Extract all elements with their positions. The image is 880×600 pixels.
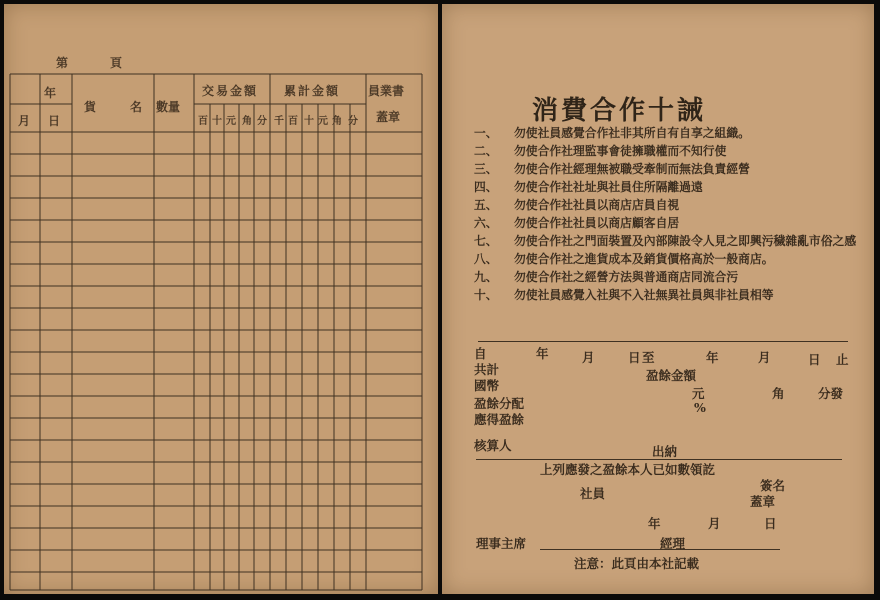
total-label: 共計 <box>474 362 500 377</box>
divider <box>540 549 780 550</box>
col-day: 日 <box>48 114 61 128</box>
surplus-amount-label: 盈餘金額 <box>646 368 697 383</box>
precept-item: 九、 勿使合作社之經營方法與普通商店同流合污 <box>474 270 739 284</box>
precept-item: 八、 勿使合作社之進貨成本及銷貨價格高於一般商店。 <box>474 252 774 266</box>
trade-unit-1: 十 <box>212 116 222 127</box>
col-trade-amount: 交易金額 <box>202 84 259 98</box>
trade-unit-2: 元 <box>226 116 236 127</box>
col-name: 名 <box>130 100 143 114</box>
currency-label: 國幣 <box>474 378 500 393</box>
precept-item: 一、 勿使社員感覺合作社非其所自有自享之組織。 <box>474 126 750 140</box>
trade-unit-3: 角 <box>242 116 252 127</box>
precept-item: 六、 勿使合作社社員以商店顧客自居 <box>474 216 680 230</box>
precept-item: 七、 勿使合作社之門面裝置及內部陳設令人見之即興污穢雜亂市俗之感 <box>474 234 857 248</box>
surplus-distribution-label: 盈餘分配 <box>474 396 525 411</box>
ledger-page <box>4 4 438 594</box>
cum-unit-3: 元 <box>318 116 328 127</box>
precept-item: 四、 勿使合作社社址與社員住所隔離過遠 <box>474 180 703 194</box>
period-end: 止 <box>836 352 849 367</box>
trade-unit-0: 百 <box>198 116 208 127</box>
yuan-label: 元 <box>692 386 705 401</box>
period-from-month: 月 <box>582 350 595 365</box>
precept-item: 五、 勿使合作社社員以商店店員自視 <box>474 198 680 212</box>
jiao-label: 角 <box>772 386 785 401</box>
percent-sign: % <box>694 400 706 415</box>
fen-fa-label: 分發 <box>818 386 844 401</box>
precept-item: 三、 勿使合作社經理無被職受牽制而無法負責經營 <box>474 162 750 176</box>
period-from: 自 <box>474 346 487 361</box>
cum-unit-1: 百 <box>288 116 298 127</box>
page-title: 消費合作十誡 <box>532 96 707 126</box>
period-from-day-to: 日 <box>628 350 641 365</box>
date-day: 日 <box>764 516 777 531</box>
precepts-page <box>442 4 874 594</box>
sign-label: 簽名 <box>760 478 786 493</box>
cum-unit-4: 角 <box>332 116 342 127</box>
due-surplus-label: 應得盈餘 <box>474 412 525 427</box>
note: 注意：此頁由本社記載 <box>574 556 700 571</box>
accountant-label: 核算人 <box>474 438 512 453</box>
trade-unit-4: 分 <box>257 116 267 127</box>
period-to: 至 <box>642 350 655 365</box>
ledger-page-unit: 頁 <box>110 56 123 70</box>
col-clerk: 員業書 <box>368 84 405 98</box>
col-seal: 蓋章 <box>376 110 401 124</box>
period-to-month: 月 <box>758 350 771 365</box>
col-year: 年 <box>44 86 57 100</box>
cum-unit-5: 分 <box>348 116 358 127</box>
manager-label: 經理 <box>660 536 686 551</box>
chairman-label: 理事主席 <box>476 536 527 551</box>
precept-item: 十、 勿使社員感覺入社與不入社無異社員與非社員相等 <box>474 288 774 302</box>
cashier-label: 出納 <box>652 444 678 459</box>
divider <box>478 341 848 342</box>
col-goods: 貨 <box>84 100 97 114</box>
ledger-page-label: 第 <box>56 56 69 70</box>
date-month: 月 <box>708 516 721 531</box>
period-to-day: 日 <box>808 352 821 367</box>
cum-unit-2: 十 <box>304 116 314 127</box>
col-quantity: 數量 <box>156 100 181 114</box>
seal-label: 蓋章 <box>750 494 776 509</box>
period-to-year: 年 <box>706 350 719 365</box>
date-year: 年 <box>648 516 661 531</box>
cum-unit-0: 千 <box>274 116 284 127</box>
member-label: 社員 <box>580 486 606 501</box>
period-from-year: 年 <box>536 346 549 361</box>
col-cumulative-amount: 累計金額 <box>284 84 341 98</box>
precepts-list <box>474 124 866 304</box>
precept-item: 二、 勿使合作社理監事會徒擁職權而不知行使 <box>474 144 727 158</box>
received-statement: 上列應發之盈餘本人已如數領訖 <box>540 462 716 477</box>
col-month: 月 <box>18 114 31 128</box>
